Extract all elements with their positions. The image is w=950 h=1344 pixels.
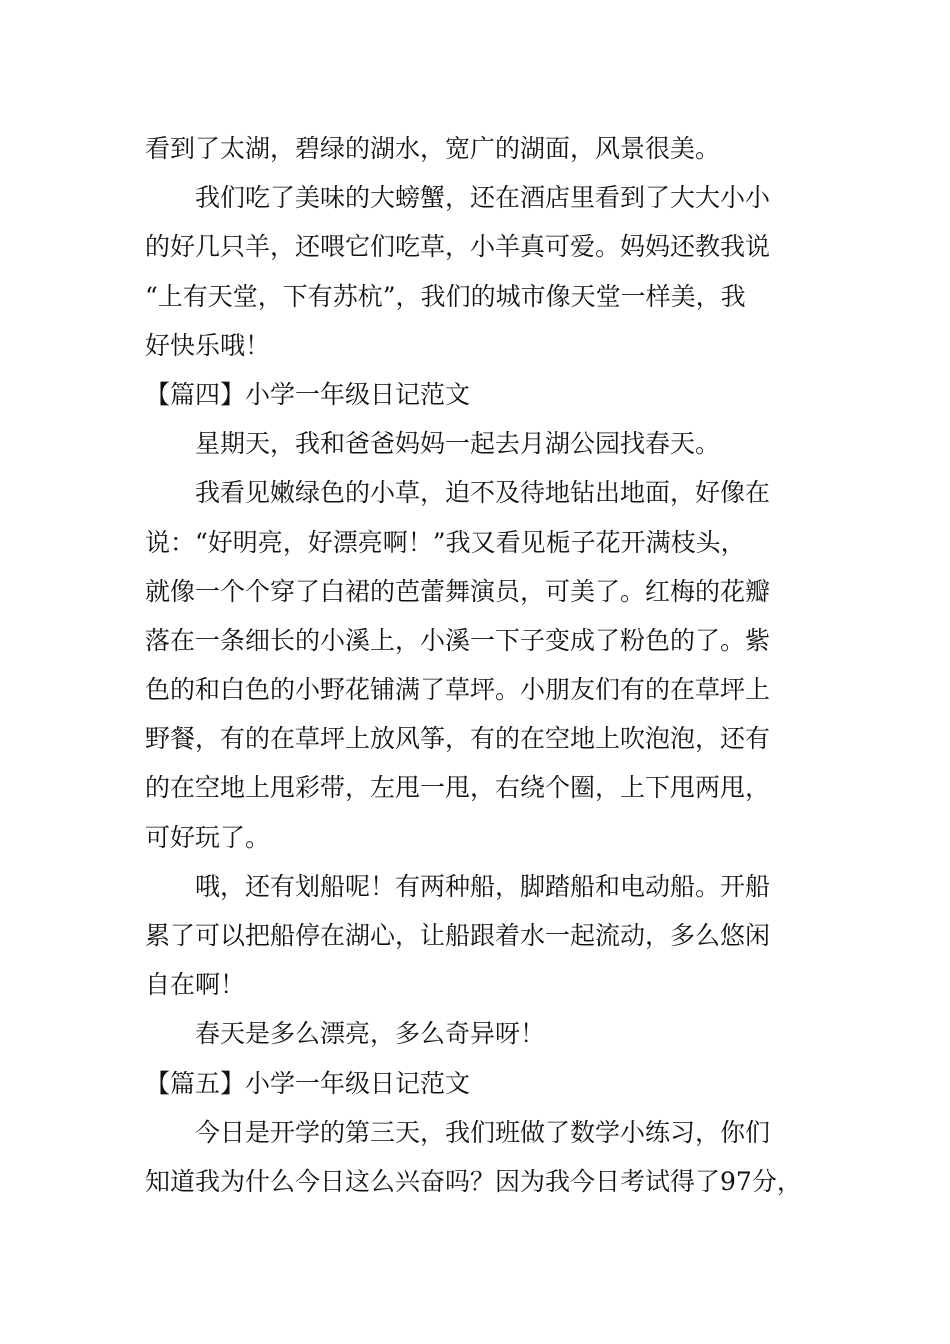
paragraph-line: 的好几只羊，还喂它们吃草，小羊真可爱。妈妈还教我说 bbox=[145, 232, 771, 262]
section-heading: 【篇五】小学一年级日记范文 bbox=[145, 1068, 471, 1098]
paragraph-line: 春天是多么漂亮，多么奇异呀！ bbox=[195, 1019, 546, 1049]
paragraph-line: 看到了太湖，碧绿的湖水，宽广的湖面，风景很美。 bbox=[145, 134, 721, 163]
paragraph-line: 自在啊！ bbox=[145, 970, 246, 1000]
paragraph-line: “上有天堂，下有苏杭”，我们的城市像天堂一样美，我 bbox=[145, 281, 746, 311]
paragraph-line: 今日是开学的第三天，我们班做了数学小练习，你们 bbox=[195, 1117, 771, 1147]
document-body bbox=[145, 124, 815, 1206]
paragraph-line: 知道我为什么今日这么兴奋吗？因为我今日考试得了97分， bbox=[145, 1166, 802, 1196]
paragraph-line: 落在一条细长的小溪上，小溪一下子变成了粉色的了。紫 bbox=[145, 625, 771, 655]
paragraph-line: 野餐，有的在草坪上放风筝，有的在空地上吹泡泡，还有 bbox=[145, 724, 771, 754]
paragraph-line: 就像一个个穿了白裙的芭蕾舞演员，可美了。红梅的花瓣 bbox=[145, 576, 771, 606]
paragraph-line: 累了可以把船停在湖心，让船跟着水一起流动，多么悠闲 bbox=[145, 921, 771, 950]
paragraph-line: 说：“好明亮，好漂亮啊！”我又看见栀子花开满枝头， bbox=[145, 527, 746, 557]
paragraph-line: 可好玩了。 bbox=[145, 822, 271, 852]
paragraph-line: 的在空地上甩彩带，左甩一甩，右绕个圈，上下甩两甩， bbox=[145, 773, 771, 803]
paragraph-line: 好快乐哦！ bbox=[145, 330, 271, 360]
section-heading: 【篇四】小学一年级日记范文 bbox=[145, 379, 471, 409]
paragraph-line: 我看见嫩绿色的小草，迫不及待地钻出地面，好像在 bbox=[195, 478, 771, 508]
paragraph-line: 我们吃了美味的大螃蟹，还在酒店里看到了大大小小 bbox=[195, 183, 771, 213]
paragraph-line: 色的和白色的小野花铺满了草坪。小朋友们有的在草坪上 bbox=[145, 675, 771, 705]
paragraph-line: 星期天，我和爸爸妈妈一起去月湖公园找春天。 bbox=[195, 429, 721, 459]
paragraph-line: 哦，还有划船呢！有两种船，脚踏船和电动船。开船 bbox=[195, 871, 771, 901]
